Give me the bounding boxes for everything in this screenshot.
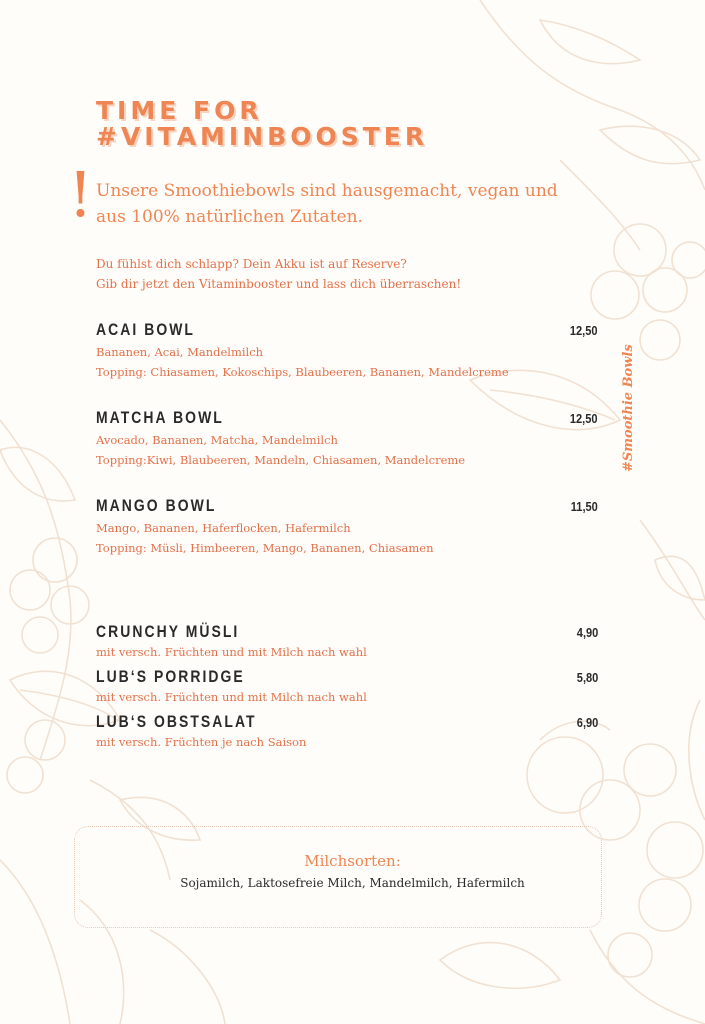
item-name: LUB‘S OBSTSALAT bbox=[96, 712, 257, 731]
item-name: MANGO BOWL bbox=[96, 496, 217, 515]
item-name: ACAI BOWL bbox=[96, 320, 195, 339]
item-price: 5,80 bbox=[576, 670, 598, 685]
milk-options-list: Sojamilch, Laktosefreie Milch, Mandelmilch, Hafermilch bbox=[180, 876, 525, 890]
item-description: mit versch. Früchten je nach Saison bbox=[96, 735, 307, 749]
exclamation-mark: ! bbox=[68, 158, 93, 231]
menu-item-obstsalat bbox=[96, 712, 598, 752]
item-name: CRUNCHY MÜSLI bbox=[96, 622, 240, 641]
item-name: MATCHA BOWL bbox=[96, 408, 224, 427]
milk-options-title: Milchsorten: bbox=[304, 852, 401, 870]
item-price: 4,90 bbox=[576, 625, 598, 640]
menu-item-porridge bbox=[96, 667, 598, 707]
item-ingredients: Mango, Bananen, Haferflocken, Hafermilch bbox=[96, 521, 351, 535]
item-description: mit versch. Früchten und mit Milch nach wahl bbox=[96, 690, 367, 704]
item-price: 12,50 bbox=[570, 411, 598, 426]
title-line-1: TIME FOR bbox=[96, 96, 263, 125]
side-tag-smoothie-bowls: #Smoothie Bowls bbox=[621, 344, 636, 472]
item-topping: Topping: Chiasamen, Kokoschips, Blaubeeren, Bananen, Mandelcreme bbox=[96, 365, 509, 379]
item-price: 6,90 bbox=[576, 715, 598, 730]
item-topping: Topping: Müsli, Himbeeren, Mango, Bananen, Chiasamen bbox=[96, 541, 434, 555]
tagline bbox=[96, 254, 596, 294]
intro-text: Unsere Smoothiebowls sind hausgemacht, vegan und aus 100% natürlichen Zutaten. bbox=[96, 181, 558, 227]
tagline-line-2: Gib dir jetzt den Vitaminbooster und lass dich überraschen! bbox=[96, 277, 462, 291]
title-line-2: #VITAMINBOOSTER bbox=[96, 122, 429, 151]
menu-item-crunchy-muesli bbox=[96, 622, 598, 662]
item-price: 12,50 bbox=[570, 323, 598, 338]
tagline-line-1: Du fühlst dich schlapp? Dein Akku ist auf Reserve? bbox=[96, 257, 407, 271]
item-description: mit versch. Früchten und mit Milch nach wahl bbox=[96, 645, 367, 659]
menu-item-matcha-bowl bbox=[96, 408, 598, 470]
item-ingredients: Avocado, Bananen, Matcha, Mandelmilch bbox=[96, 433, 338, 447]
page-title bbox=[96, 98, 428, 150]
item-name: LUB‘S PORRIDGE bbox=[96, 667, 245, 686]
item-topping: Topping:Kiwi, Blaubeeren, Mandeln, Chiasamen, Mandelcreme bbox=[96, 453, 466, 467]
item-price: 11,50 bbox=[570, 499, 598, 514]
menu-item-acai-bowl bbox=[96, 320, 598, 382]
menu-item-mango-bowl bbox=[96, 496, 598, 558]
item-ingredients: Bananen, Acai, Mandelmilch bbox=[96, 345, 264, 359]
